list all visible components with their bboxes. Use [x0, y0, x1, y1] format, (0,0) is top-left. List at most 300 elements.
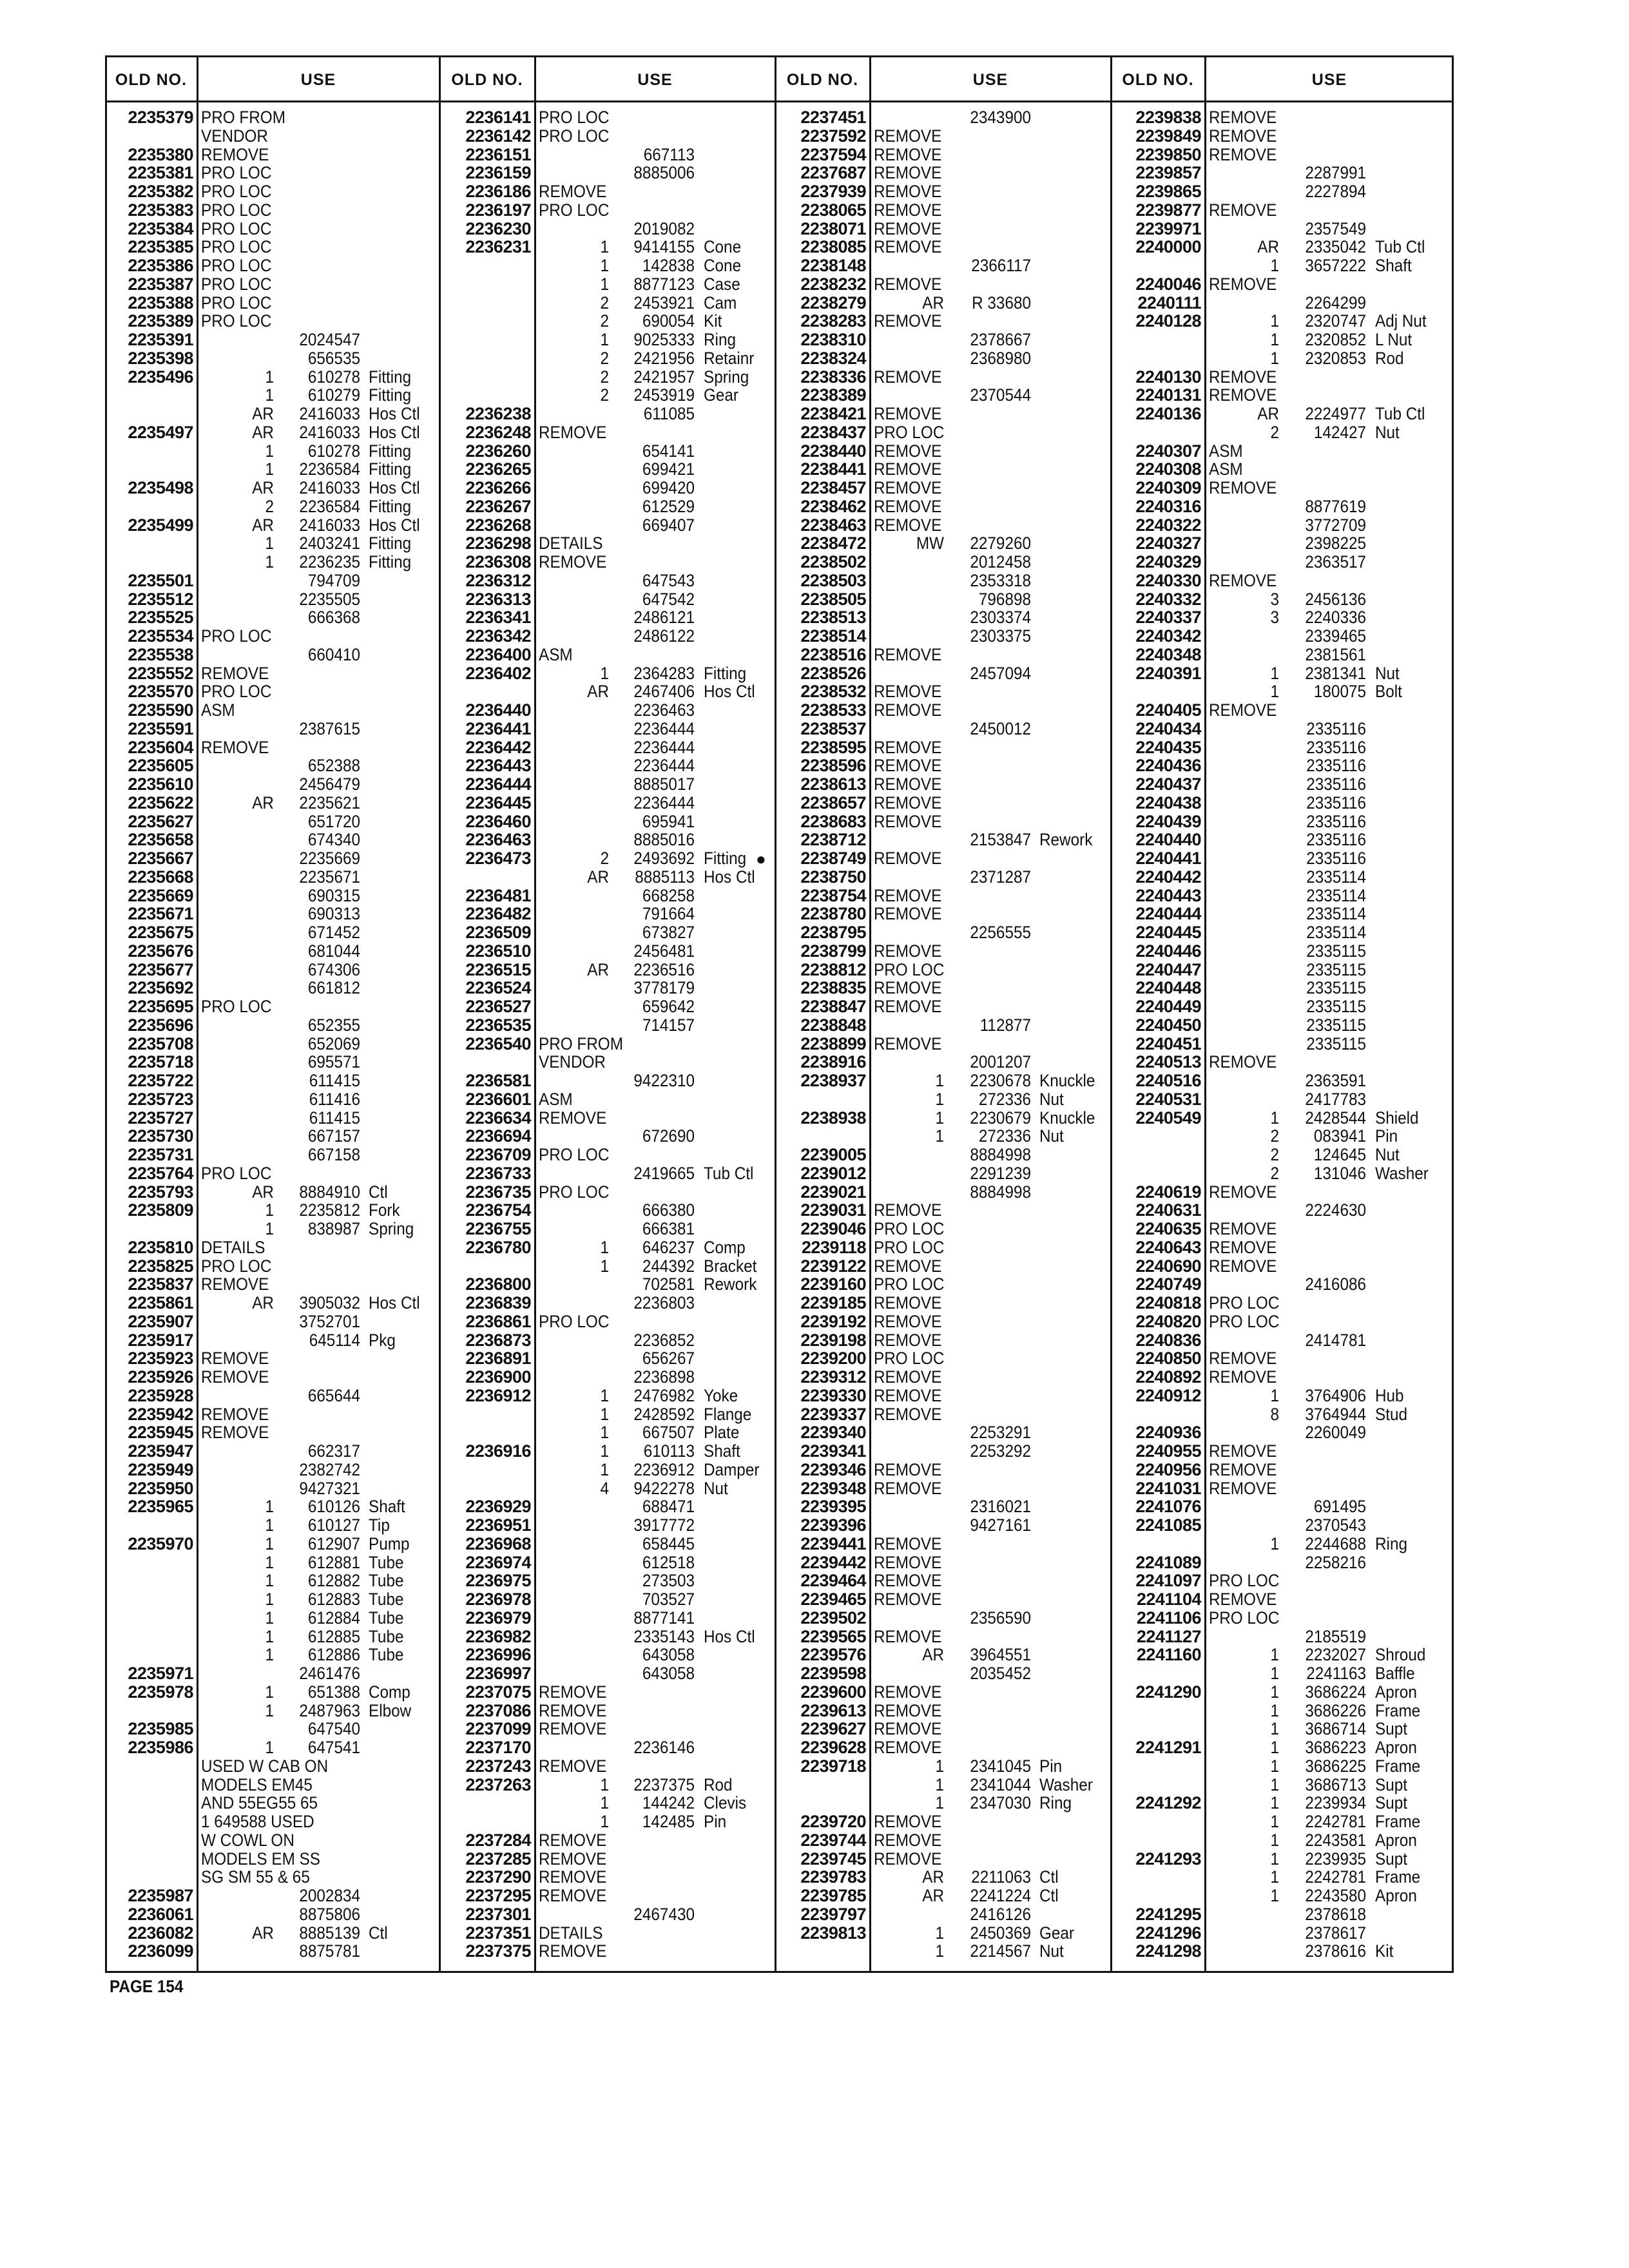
old-number: 2241076: [1135, 1497, 1201, 1517]
part-number: 2237375: [633, 1774, 695, 1794]
table-row: [201, 608, 439, 627]
part-number: 651720: [307, 811, 360, 831]
part-number: 2320852: [1305, 330, 1366, 349]
part-number: 2467430: [633, 1904, 695, 1924]
part-number: 2258216: [1305, 1552, 1366, 1572]
part-name: Nut: [1039, 1941, 1064, 1961]
old-number: 2238462: [800, 496, 866, 516]
part-name: Frame: [1374, 1812, 1421, 1831]
part-number: 2467406: [633, 682, 695, 702]
old-number: 2240330: [1135, 570, 1201, 590]
part-name: Tube: [368, 1626, 404, 1646]
old-number: 2239613: [800, 1700, 866, 1720]
old-number: 2235731: [128, 1145, 193, 1164]
old-number: 2239160: [800, 1274, 866, 1294]
table-row: [874, 349, 1111, 368]
old-number: 2239720: [800, 1812, 866, 1831]
part-name: Tip: [368, 1515, 390, 1535]
old-number: 2236142: [465, 126, 531, 146]
old-number: 2236839: [465, 1293, 531, 1312]
part-name: Gear: [703, 385, 739, 405]
quantity: 1: [265, 1515, 274, 1535]
old-number: 2235985: [128, 1719, 193, 1739]
old-number: 2239576: [800, 1645, 866, 1665]
table-row: [874, 1016, 1111, 1035]
table-row: [539, 1072, 775, 1090]
old-number: 2237375: [465, 1941, 531, 1961]
part-number: 9422278: [633, 1478, 695, 1498]
table-row: [539, 1275, 775, 1294]
old-number: 2235987: [128, 1886, 193, 1905]
old-number: 2237451: [800, 108, 866, 127]
part-number: 3686224: [1305, 1682, 1366, 1702]
table-row: [539, 923, 775, 942]
table-row: [1209, 942, 1454, 961]
old-number: 2239838: [1135, 108, 1201, 127]
table-row: [539, 331, 775, 349]
table-row: [201, 182, 439, 201]
table-row: [1209, 460, 1454, 479]
table-row: [1209, 1201, 1454, 1220]
use-description: REMOVE: [874, 1293, 942, 1312]
old-number: 2236444: [465, 774, 531, 794]
table-row: [1209, 220, 1454, 238]
part-number: 8877123: [633, 274, 695, 294]
old-number: 2240635: [1135, 1219, 1201, 1238]
table-row: [539, 1757, 775, 1776]
table-row: [874, 831, 1111, 849]
table-row: [201, 1738, 439, 1757]
part-number: 652355: [307, 1015, 360, 1035]
old-number: 2238613: [800, 774, 866, 794]
table-row: [539, 1609, 775, 1628]
table-row: [874, 275, 1111, 294]
table-row: [539, 1387, 775, 1405]
old-number: 2235671: [128, 904, 193, 924]
table-row: [539, 1312, 775, 1331]
table-row: [1209, 1146, 1454, 1164]
old-number: 2235610: [128, 774, 193, 794]
part-number: 2357549: [1305, 218, 1366, 238]
use-description: PRO LOC: [201, 237, 272, 257]
table-row: [874, 1442, 1111, 1461]
table-row: [201, 1571, 439, 1590]
table-row: [539, 627, 775, 646]
part-number: 2419665: [633, 1163, 695, 1183]
table-row: [874, 1905, 1111, 1924]
table-row: [201, 368, 439, 387]
old-number: 2240619: [1135, 1182, 1201, 1202]
part-number: 2153847: [970, 830, 1031, 850]
part-number: 8884998: [970, 1145, 1031, 1164]
quantity: 1: [600, 1256, 609, 1276]
table-row: [539, 1702, 775, 1720]
old-number: 2235978: [128, 1682, 193, 1702]
part-number: 2343900: [970, 108, 1031, 127]
old-number: 2240441: [1135, 849, 1201, 868]
part-name: L Nut: [1374, 330, 1412, 349]
use-description: ASM: [1209, 459, 1243, 479]
table-row: [539, 201, 775, 220]
old-number: 2239797: [800, 1904, 866, 1924]
table-row: [1209, 1035, 1454, 1053]
old-number: 2240440: [1135, 830, 1201, 850]
table-row: [539, 1035, 775, 1053]
use-description: REMOVE: [539, 1830, 607, 1850]
old-number: 2236186: [465, 182, 531, 201]
table-row: [201, 201, 439, 220]
use-description: REMOVE: [874, 1311, 942, 1331]
old-number: 2238457: [800, 478, 866, 497]
use-description: PRO LOC: [201, 1256, 272, 1276]
old-number: 2239464: [800, 1571, 866, 1591]
quantity: AR: [587, 959, 609, 979]
part-number: 643058: [642, 1664, 695, 1683]
quantity: 2: [1270, 1163, 1279, 1183]
part-number: 131046: [1313, 1163, 1366, 1183]
old-number: 2236440: [465, 700, 531, 720]
old-number: 2239813: [800, 1923, 866, 1943]
quantity: 1: [1270, 1886, 1279, 1905]
part-name: Yoke: [703, 1385, 738, 1405]
old-number: 2240316: [1135, 496, 1201, 516]
table-row: [539, 1368, 775, 1387]
table-row: [1209, 312, 1454, 331]
table-row: [201, 294, 439, 312]
use-description: REMOVE: [1209, 1052, 1277, 1072]
part-number: 2256555: [970, 923, 1031, 942]
old-number: 2236996: [465, 1645, 531, 1665]
quantity: 1: [265, 1219, 274, 1238]
old-number: 2237263: [465, 1774, 531, 1794]
old-number: 2235675: [128, 923, 193, 942]
table-row: [1209, 1257, 1454, 1276]
part-number: 8885139: [299, 1923, 360, 1943]
old-number: 2240631: [1135, 1200, 1201, 1220]
table-row: [201, 1423, 439, 1442]
old-number: 2236442: [465, 737, 531, 757]
part-name: Nut: [1374, 1145, 1400, 1164]
old-number: 2238085: [800, 237, 866, 257]
old-number: 2238503: [800, 570, 866, 590]
quantity: 2: [600, 367, 609, 387]
part-number: 2244688: [1305, 1533, 1366, 1553]
part-name: Clevis: [703, 1793, 747, 1813]
part-name: Elbow: [368, 1700, 412, 1720]
quantity: AR: [1257, 404, 1279, 423]
old-number: 2236974: [465, 1552, 531, 1572]
table-row: [874, 1349, 1111, 1368]
part-number: 3686714: [1305, 1719, 1366, 1739]
table-row: [1209, 682, 1454, 701]
use-description: PRO LOC: [874, 1274, 945, 1294]
part-number: 2341044: [970, 1774, 1031, 1794]
part-number: 612883: [307, 1590, 360, 1609]
table-row: [201, 1349, 439, 1368]
table-row: [539, 1479, 775, 1498]
old-number: 2237243: [465, 1756, 531, 1776]
use-description: REMOVE: [874, 904, 942, 924]
old-number: 2241097: [1135, 1571, 1201, 1591]
old-number: 2239005: [800, 1145, 866, 1164]
table-row: [874, 516, 1111, 535]
old-number: 2237594: [800, 144, 866, 164]
part-name: Fitting: [368, 367, 412, 387]
part-number: 272336: [978, 1089, 1031, 1109]
use-description: AND 55EG55 65: [201, 1793, 318, 1813]
use-description: REMOVE: [1209, 1590, 1277, 1609]
part-number: 2019082: [633, 218, 695, 238]
part-number: 3964551: [970, 1645, 1031, 1665]
use-description: REMOVE: [539, 422, 607, 442]
table-row: [201, 1312, 439, 1331]
part-name: Apron: [1374, 1830, 1417, 1850]
table-row: [539, 590, 775, 609]
quantity: AR: [922, 1886, 944, 1905]
use-description: REMOVE: [874, 756, 942, 776]
old-number: 2235764: [128, 1163, 193, 1183]
use-description: REMOVE: [201, 1404, 269, 1424]
old-number: 2240451: [1135, 1033, 1201, 1053]
quantity: 1: [265, 459, 274, 479]
use-description: REMOVE: [874, 274, 942, 294]
part-number: 702581: [642, 1274, 695, 1294]
old-number: 2241293: [1135, 1849, 1201, 1869]
table-row: [539, 738, 775, 757]
use-description: REMOVE: [1209, 144, 1277, 164]
part-number: 2403241: [299, 533, 360, 553]
old-number: 2236267: [465, 496, 531, 516]
quantity: 2: [600, 385, 609, 405]
old-number: 2238938: [800, 1108, 866, 1128]
part-number: 665644: [307, 1385, 360, 1405]
table-row: [1209, 146, 1454, 164]
use-description: PRO LOC: [201, 626, 272, 646]
part-name: Washer: [1039, 1774, 1093, 1794]
part-name: Apron: [1374, 1738, 1417, 1757]
table-row: [874, 1702, 1111, 1720]
part-name: Cone: [703, 256, 742, 275]
part-number: 2398225: [1305, 533, 1366, 553]
table-row: [201, 1628, 439, 1646]
use-description: REMOVE: [874, 200, 942, 220]
old-number: 2238754: [800, 885, 866, 905]
table-row: [874, 1072, 1111, 1090]
table-row: [1209, 1387, 1454, 1405]
part-number: 2236444: [633, 718, 695, 738]
table-row: [874, 1924, 1111, 1943]
old-number: 2236900: [465, 1367, 531, 1387]
table-row: [201, 423, 439, 442]
quantity: 1: [935, 1756, 944, 1776]
use-description: REMOVE: [874, 404, 942, 423]
old-number: 2240912: [1135, 1385, 1201, 1405]
use-description: REMOVE: [874, 1256, 942, 1276]
old-number: 2236061: [128, 1904, 193, 1924]
table-row: [201, 1387, 439, 1405]
part-number: 2450369: [970, 1923, 1031, 1943]
use-description: REMOVE: [1209, 1182, 1277, 1202]
use-description: PRO LOC: [874, 959, 945, 979]
old-number: 2239192: [800, 1311, 866, 1331]
table-row: [874, 1535, 1111, 1553]
table-row: [539, 1016, 775, 1035]
old-number: 2235605: [128, 756, 193, 776]
table-row: [874, 1776, 1111, 1794]
use-description: VENDOR: [539, 1052, 606, 1072]
table-row: [201, 682, 439, 701]
table-row: [539, 1331, 775, 1350]
part-number: 2335115: [1306, 997, 1366, 1016]
table-row: [539, 442, 775, 461]
quantity: 1: [1270, 311, 1279, 331]
part-number: 2486121: [633, 608, 695, 628]
table-row: [1209, 1609, 1454, 1628]
table-row: [201, 1590, 439, 1609]
part-number: 8884910: [299, 1182, 360, 1202]
quantity: 1: [265, 1590, 274, 1609]
part-number: 656535: [307, 348, 360, 368]
part-number: 2235671: [299, 867, 360, 887]
table-row: [1209, 1423, 1454, 1442]
table-row: [201, 1257, 439, 1276]
old-number: 2235501: [128, 570, 193, 590]
old-number: 2235971: [128, 1664, 193, 1683]
use-description: ASM: [201, 700, 235, 720]
old-number: 2236581: [465, 1071, 531, 1090]
table-row: [539, 1516, 775, 1535]
old-number: 2235379: [128, 108, 193, 127]
quantity: 2: [1270, 1145, 1279, 1164]
quantity: 1: [1270, 1849, 1279, 1869]
part-number: 142427: [1313, 422, 1366, 442]
table-row: [1209, 1720, 1454, 1738]
table-row: [201, 1702, 439, 1720]
use-description: PRO LOC: [1209, 1608, 1280, 1628]
table-row: [1209, 534, 1454, 553]
old-number: 2240818: [1135, 1293, 1201, 1312]
table-row: [539, 1201, 775, 1220]
old-number: 2239971: [1135, 218, 1201, 238]
use-description: REMOVE: [874, 182, 942, 201]
old-number: 2239745: [800, 1849, 866, 1869]
quantity: 3: [1270, 589, 1279, 609]
part-name: Tube: [368, 1645, 404, 1665]
table-row: [539, 1257, 775, 1276]
table-row: [201, 1905, 439, 1924]
table-row: [874, 627, 1111, 646]
table-row: [539, 1628, 775, 1646]
part-name: Fitting: [368, 552, 412, 572]
part-number: 3686223: [1305, 1738, 1366, 1757]
old-number: 2236733: [465, 1163, 531, 1183]
old-number: 2235793: [128, 1182, 193, 1202]
use-description: REMOVE: [1209, 1367, 1277, 1387]
old-number: 2240308: [1135, 459, 1201, 479]
table-row: [1209, 275, 1454, 294]
old-number: 2238505: [800, 589, 866, 609]
old-number: 2241298: [1135, 1941, 1201, 1961]
old-number: 2238437: [800, 422, 866, 442]
part-name: Fitting: [368, 533, 412, 553]
old-number: 2239849: [1135, 126, 1201, 146]
quantity: 1: [265, 1626, 274, 1646]
table-row: [201, 1146, 439, 1164]
old-number: 2238937: [800, 1071, 866, 1090]
table-row: [201, 1497, 439, 1516]
old-number: 2235385: [128, 237, 193, 257]
old-number: 2235498: [128, 478, 193, 497]
old-number: 2236978: [465, 1590, 531, 1609]
part-number: 611085: [643, 404, 695, 423]
use-description: W COWL ON: [201, 1830, 294, 1850]
part-number: 2242781: [1305, 1867, 1366, 1887]
part-number: 668258: [642, 885, 695, 905]
table-row: [201, 1516, 439, 1535]
part-name: Frame: [1374, 1867, 1421, 1887]
part-number: 673827: [642, 923, 695, 942]
table-row: [1209, 1831, 1454, 1850]
quantity: AR: [587, 867, 609, 887]
table-row: [874, 1942, 1111, 1961]
use-description: REMOVE: [874, 237, 942, 257]
use-description: REMOVE: [874, 978, 942, 998]
use-description: REMOVE: [874, 1682, 942, 1702]
part-number: 662317: [307, 1441, 360, 1461]
old-number: 2238595: [800, 737, 866, 757]
part-number: 2224630: [1305, 1200, 1366, 1220]
table-row: [201, 1924, 439, 1943]
old-number: 2240448: [1135, 978, 1201, 998]
use-description: REMOVE: [1209, 1459, 1277, 1479]
table-row: [1209, 905, 1454, 923]
table-row: [201, 627, 439, 646]
use-description: REMOVE: [874, 1330, 942, 1350]
use-description: REMOVE: [874, 849, 942, 868]
part-number: 2347030: [970, 1793, 1031, 1813]
part-name: Tub Ctl: [1374, 237, 1425, 257]
table-row: [201, 997, 439, 1016]
table-row: [874, 756, 1111, 775]
part-number: 2335114: [1306, 904, 1366, 924]
old-number: 2238537: [800, 718, 866, 738]
old-number: 2240342: [1135, 626, 1201, 646]
table-row: [539, 349, 775, 368]
old-number: 2238463: [800, 515, 866, 535]
table-row: [874, 256, 1111, 275]
part-name: Hub: [1374, 1385, 1404, 1405]
old-number: 2238232: [800, 274, 866, 294]
table-row: [201, 1850, 439, 1869]
table-row: [874, 1738, 1111, 1757]
table-row: [539, 405, 775, 423]
part-number: 2363517: [1305, 552, 1366, 572]
old-number: 2237284: [465, 1830, 531, 1850]
old-number: 2240128: [1135, 311, 1201, 331]
table-row: [874, 1720, 1111, 1738]
old-number: 2240449: [1135, 997, 1201, 1016]
old-number: 2239865: [1135, 182, 1201, 201]
part-name: Tube: [368, 1608, 404, 1628]
old-number: 2239031: [800, 1200, 866, 1220]
part-number: 612529: [642, 496, 695, 516]
old-number: 2236891: [465, 1349, 531, 1369]
use-description: REMOVE: [874, 1571, 942, 1591]
use-description: REMOVE: [874, 218, 942, 238]
use-description: ASM: [1209, 441, 1243, 461]
table-row: [201, 1405, 439, 1424]
old-number: 2235917: [128, 1330, 193, 1350]
